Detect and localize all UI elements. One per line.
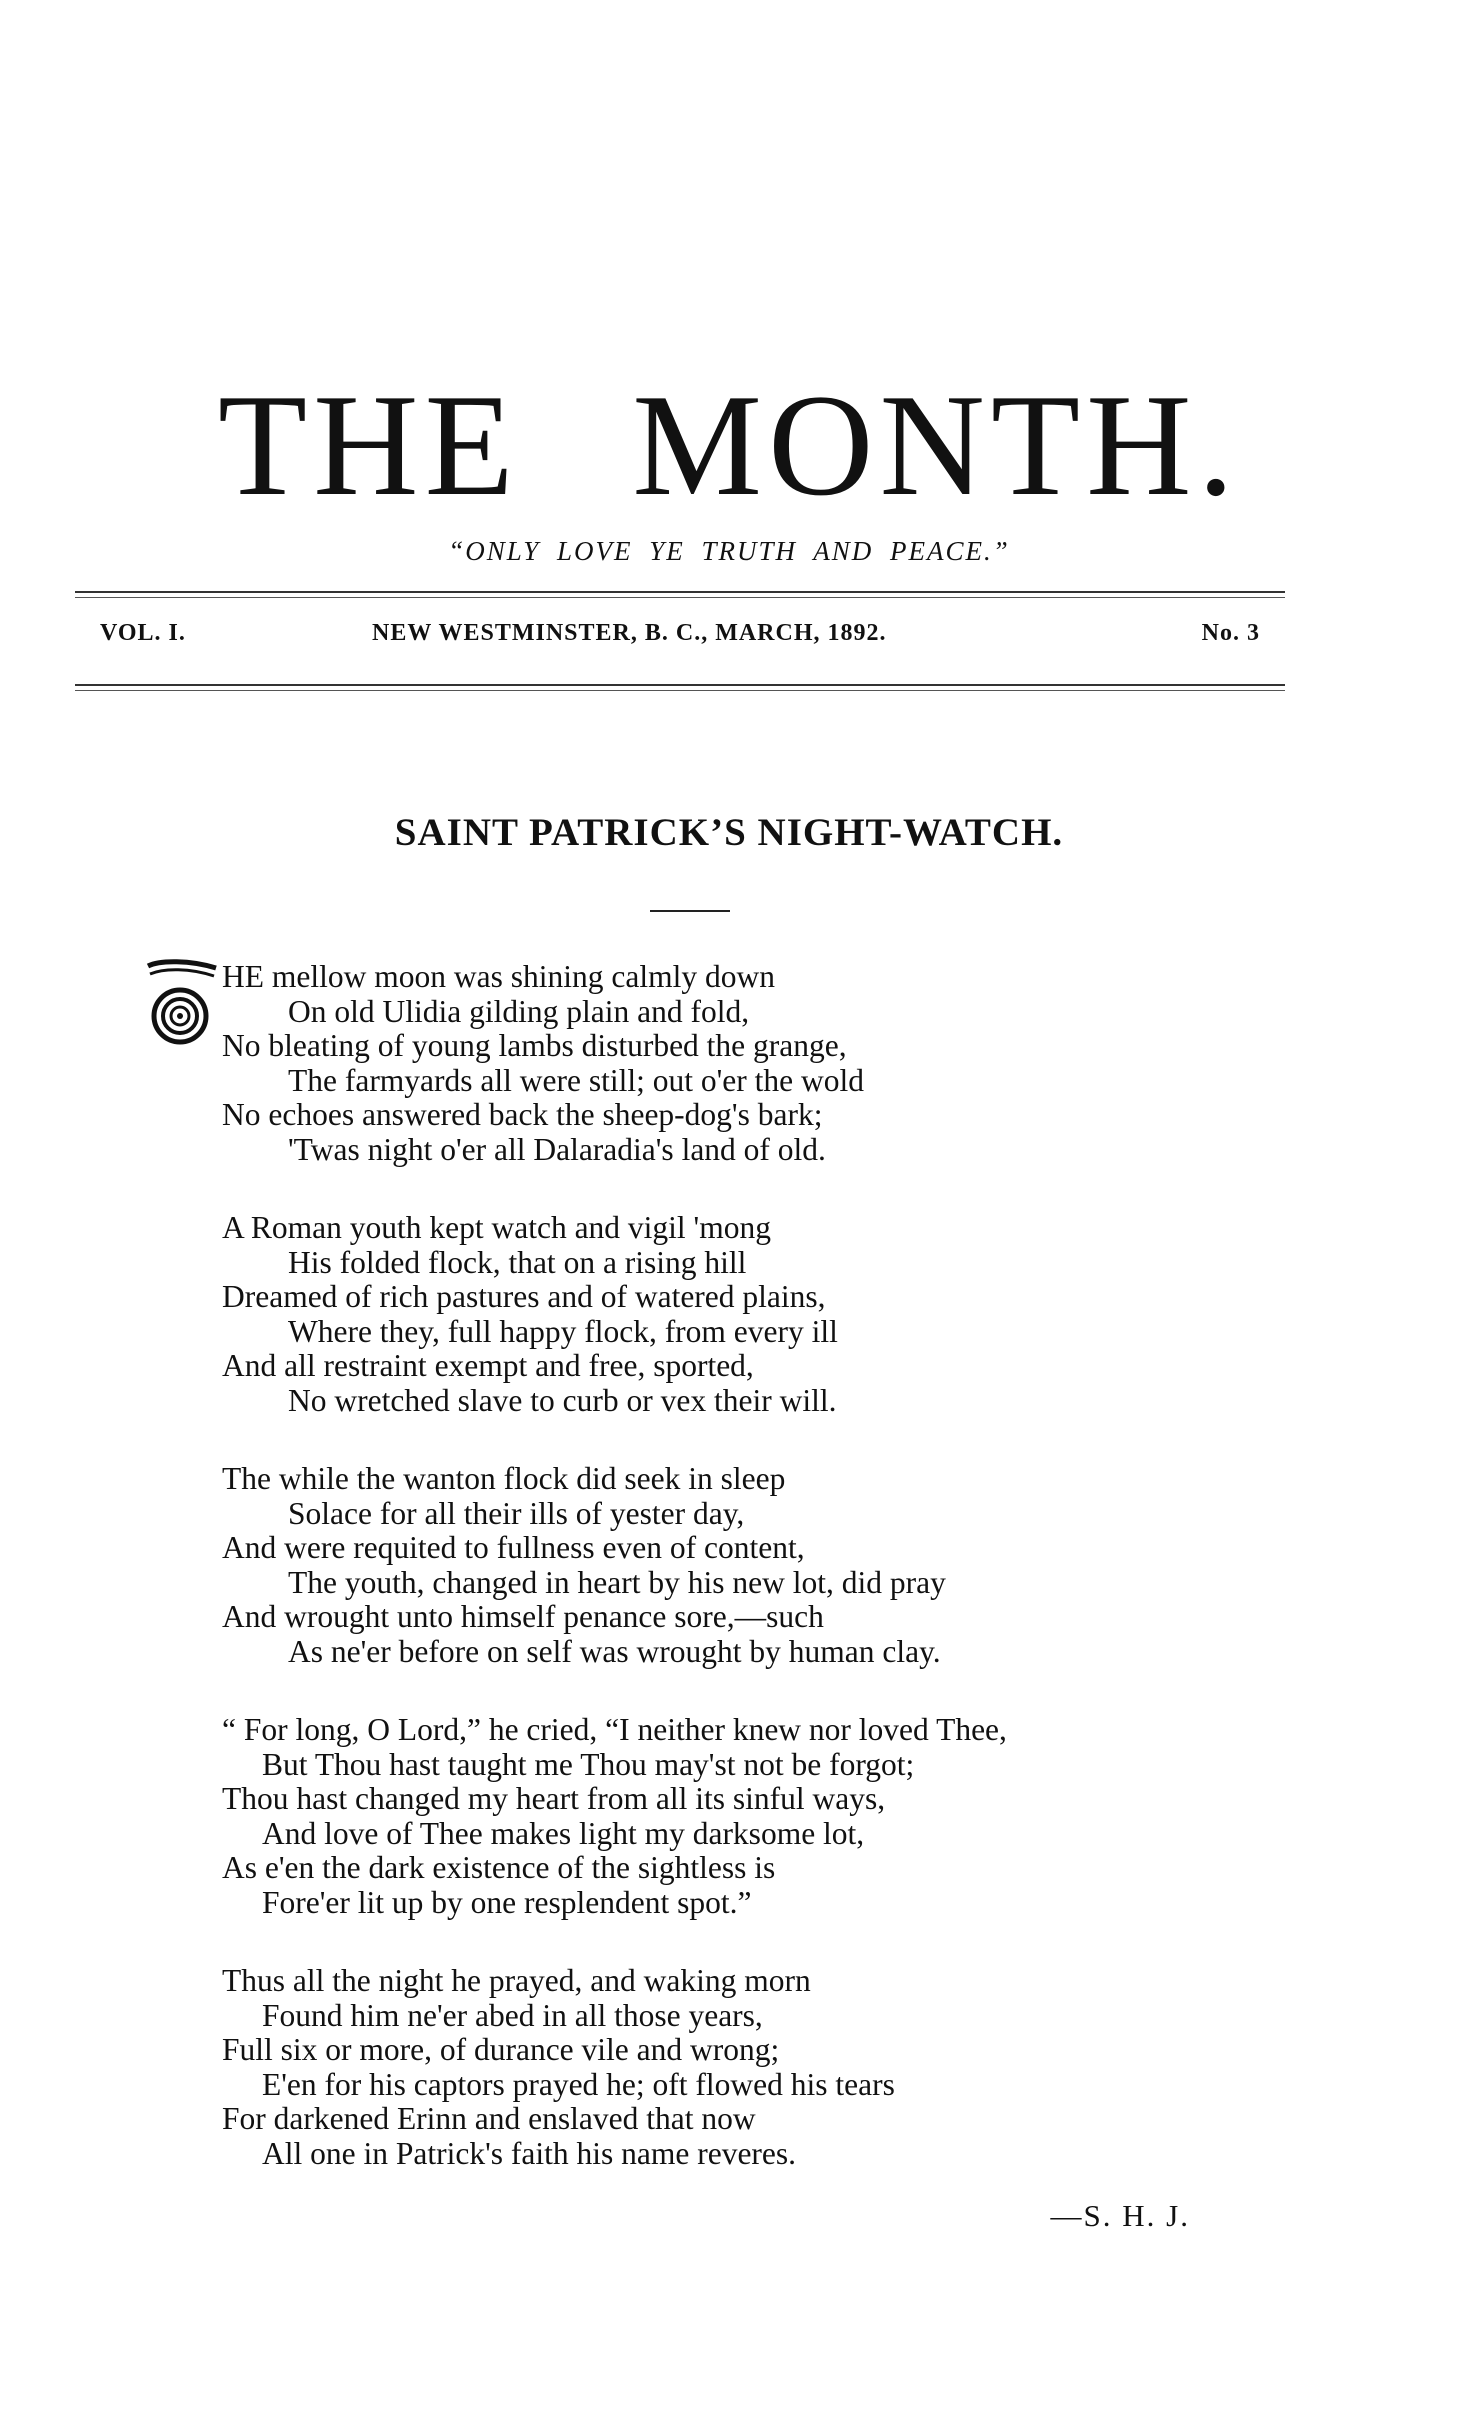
stanza-1 [222,960,1282,1167]
poem-line: And all restraint exempt and free, sported, [222,1348,754,1383]
poem-line: As ne'er before on self was wrought by human clay. [288,1633,941,1669]
bottom-rule [75,684,1285,686]
dateline [100,620,1260,660]
poem-line: Thou hast changed my heart from all its sinful ways, [222,1781,886,1816]
masthead-motto: “ONLY LOVE YE TRUTH AND PEACE.” [448,536,1010,566]
poem-line: Dreamed of rich pastures and of watered plains, [222,1279,826,1314]
volume-label: VOL. I. [100,620,186,646]
stanza-2 [222,1211,1282,1418]
poem-line: But Thou hast taught me Thou may'st not be forgot; [262,1746,915,1782]
poem-line: And love of Thee makes light my darksome lot, [262,1815,865,1851]
poem-line: Fore'er lit up by one resplendent spot.” [262,1884,752,1920]
poem-line: Thus all the night he prayed, and waking morn [222,1963,811,1998]
poem-line: Where they, full happy flock, from every ill [288,1313,838,1349]
place-date: NEW WESTMINSTER, B. C., MARCH, 1892. [372,620,887,646]
poem-line: HE mellow moon was shining calmly down [222,959,775,994]
issue-number: No. 3 [1201,620,1260,646]
poem-line: 'Twas night o'er all Dalaradia's land of old. [288,1131,826,1167]
poem-line: His folded flock, that on a rising hill [288,1244,747,1280]
author-signature: —S. H. J. [1050,2198,1190,2233]
poem-line: No echoes answered back the sheep-dog's bark; [222,1097,823,1132]
stanza-4 [222,1713,1282,1920]
poem-line: E'en for his captors prayed he; oft flowed his tears [262,2066,895,2102]
poem-line: Full six or more, of durance vile and wrong; [222,2032,780,2067]
poem-line: The while the wanton flock did seek in sleep [222,1461,786,1496]
poem-line: Found him ne'er abed in all those years, [262,1997,763,2033]
poem-line: On old Ulidia gilding plain and fold, [288,993,750,1029]
poem-line: As e'en the dark existence of the sightless is [222,1850,776,1885]
poem-line: “ For long, O Lord,” he cried, “I neither knew nor loved Thee, [222,1712,1007,1747]
drop-cap-ornament-icon [140,956,220,1054]
stanza-5 [222,1964,1282,2171]
title-rule [650,910,730,912]
poem-line: And were requited to fullness even of content, [222,1530,805,1565]
poem-line: All one in Patrick's faith his name reveres. [262,2135,797,2171]
masthead-title: THE MONTH. [217,364,1241,526]
poem-line: A Roman youth kept watch and vigil 'mong [222,1210,771,1245]
poem-line: The farmyards all were still; out o'er the wold [288,1062,864,1098]
poem-line: Solace for all their ills of yester day, [288,1495,745,1531]
poem-line: No bleating of young lambs disturbed the grange, [222,1028,847,1063]
top-rule [75,591,1285,593]
poem-line: And wrought unto himself penance sore,—such [222,1599,824,1634]
poem-line: The youth, changed in heart by his new lot, did pray [288,1564,946,1600]
poem-line: For darkened Erinn and enslaved that now [222,2101,756,2136]
poem-title: SAINT PATRICK’S NIGHT-WATCH. [394,811,1064,854]
poem-line: No wretched slave to curb or vex their will. [288,1382,837,1418]
poem-body [222,960,1282,2215]
stanza-3 [222,1462,1282,1669]
